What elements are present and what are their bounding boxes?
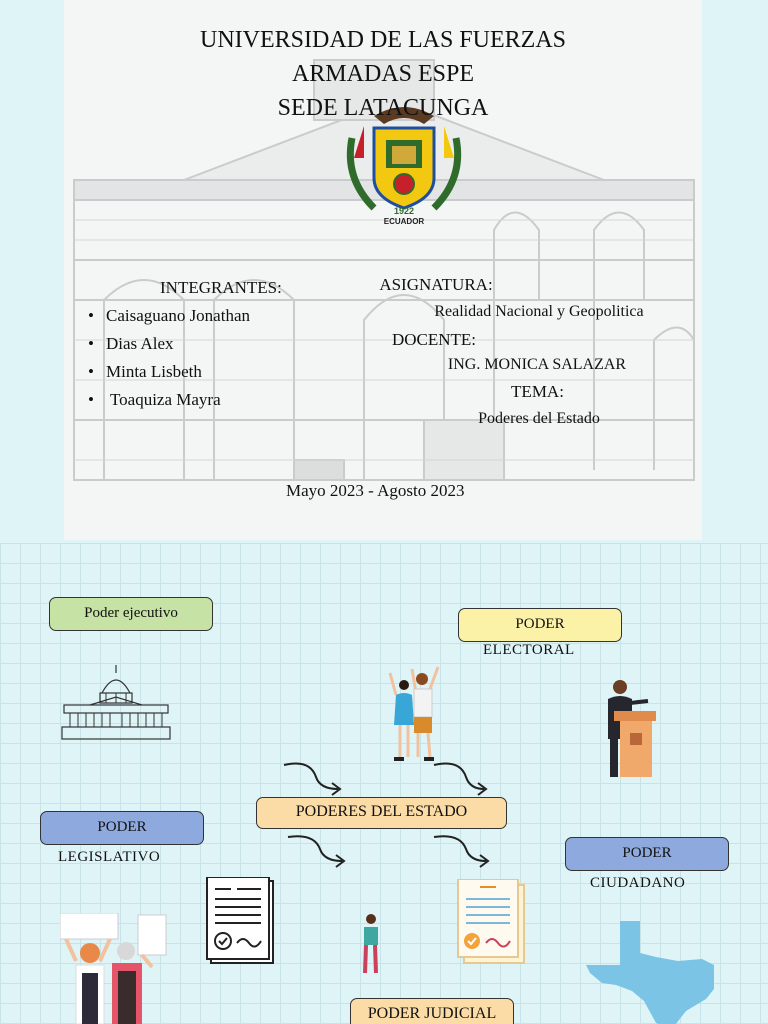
- docente-value: ING. MONICA SALAZAR: [447, 356, 627, 373]
- poderes-del-estado-box: PODERES DEL ESTADO: [256, 797, 507, 829]
- integrantes-heading: INTEGRANTES:: [160, 278, 282, 297]
- people-celebrating-illustration: [382, 661, 444, 765]
- member-name: Minta Lisbeth: [106, 362, 202, 381]
- arrows-bottom: [284, 833, 494, 875]
- ejecutivo-box: Poder ejecutivo: [49, 597, 213, 631]
- electoral-label: ELECTORAL: [483, 642, 575, 658]
- university-title-line-1: UNIVERSIDAD DE LAS FUERZAS: [199, 27, 566, 53]
- speaker-podium-illustration: [600, 677, 660, 781]
- legislativo-label: LEGISLATIVO: [58, 849, 161, 865]
- member-name: Dias Alex: [106, 334, 174, 353]
- judicial-box: PODER JUDICIAL: [350, 998, 514, 1024]
- title-slide: [64, 0, 702, 540]
- member-name: Caisaguano Jonathan: [106, 306, 250, 325]
- docente-heading: DOCENTE:: [391, 330, 477, 349]
- protesters-illustration: [60, 913, 170, 1024]
- ciudadano-label: CIUDADANO: [590, 875, 686, 891]
- child-figure-illustration: [358, 913, 384, 977]
- asignatura-heading: ASIGNATURA:: [379, 275, 493, 294]
- tema-heading: TEMA:: [511, 382, 564, 401]
- member-name: Toaquiza Mayra: [109, 390, 221, 409]
- university-title-line-2: ARMADAS ESPE: [291, 61, 475, 87]
- capitol-building-icon: [60, 663, 172, 745]
- arrows-top: [280, 759, 490, 801]
- member-item: • Toaquiza Mayra: [88, 390, 221, 409]
- member-item: • Minta Lisbeth: [88, 362, 202, 381]
- emblem-country: ECUADOR: [383, 217, 425, 226]
- electoral-box: PODER: [458, 608, 622, 642]
- asignatura-value: Realidad Nacional y Geopolitica: [434, 303, 644, 320]
- emblem-year: 1922: [393, 206, 415, 216]
- university-title-line-3: SEDE LATACUNGA: [277, 95, 489, 121]
- member-item: • Caisaguano Jonathan: [88, 306, 250, 325]
- tema-value: Poderes del Estado: [478, 410, 600, 427]
- legislativo-box: PODER: [40, 811, 204, 845]
- member-item: • Dias Alex: [88, 334, 174, 353]
- state-map-illustration: [586, 919, 722, 1024]
- concept-map-slide: [0, 543, 768, 1024]
- ciudadano-box: PODER: [565, 837, 729, 871]
- academic-period: Mayo 2023 - Agosto 2023: [286, 481, 465, 500]
- contract-document-icon: [456, 879, 528, 965]
- law-document-icon: [205, 877, 277, 967]
